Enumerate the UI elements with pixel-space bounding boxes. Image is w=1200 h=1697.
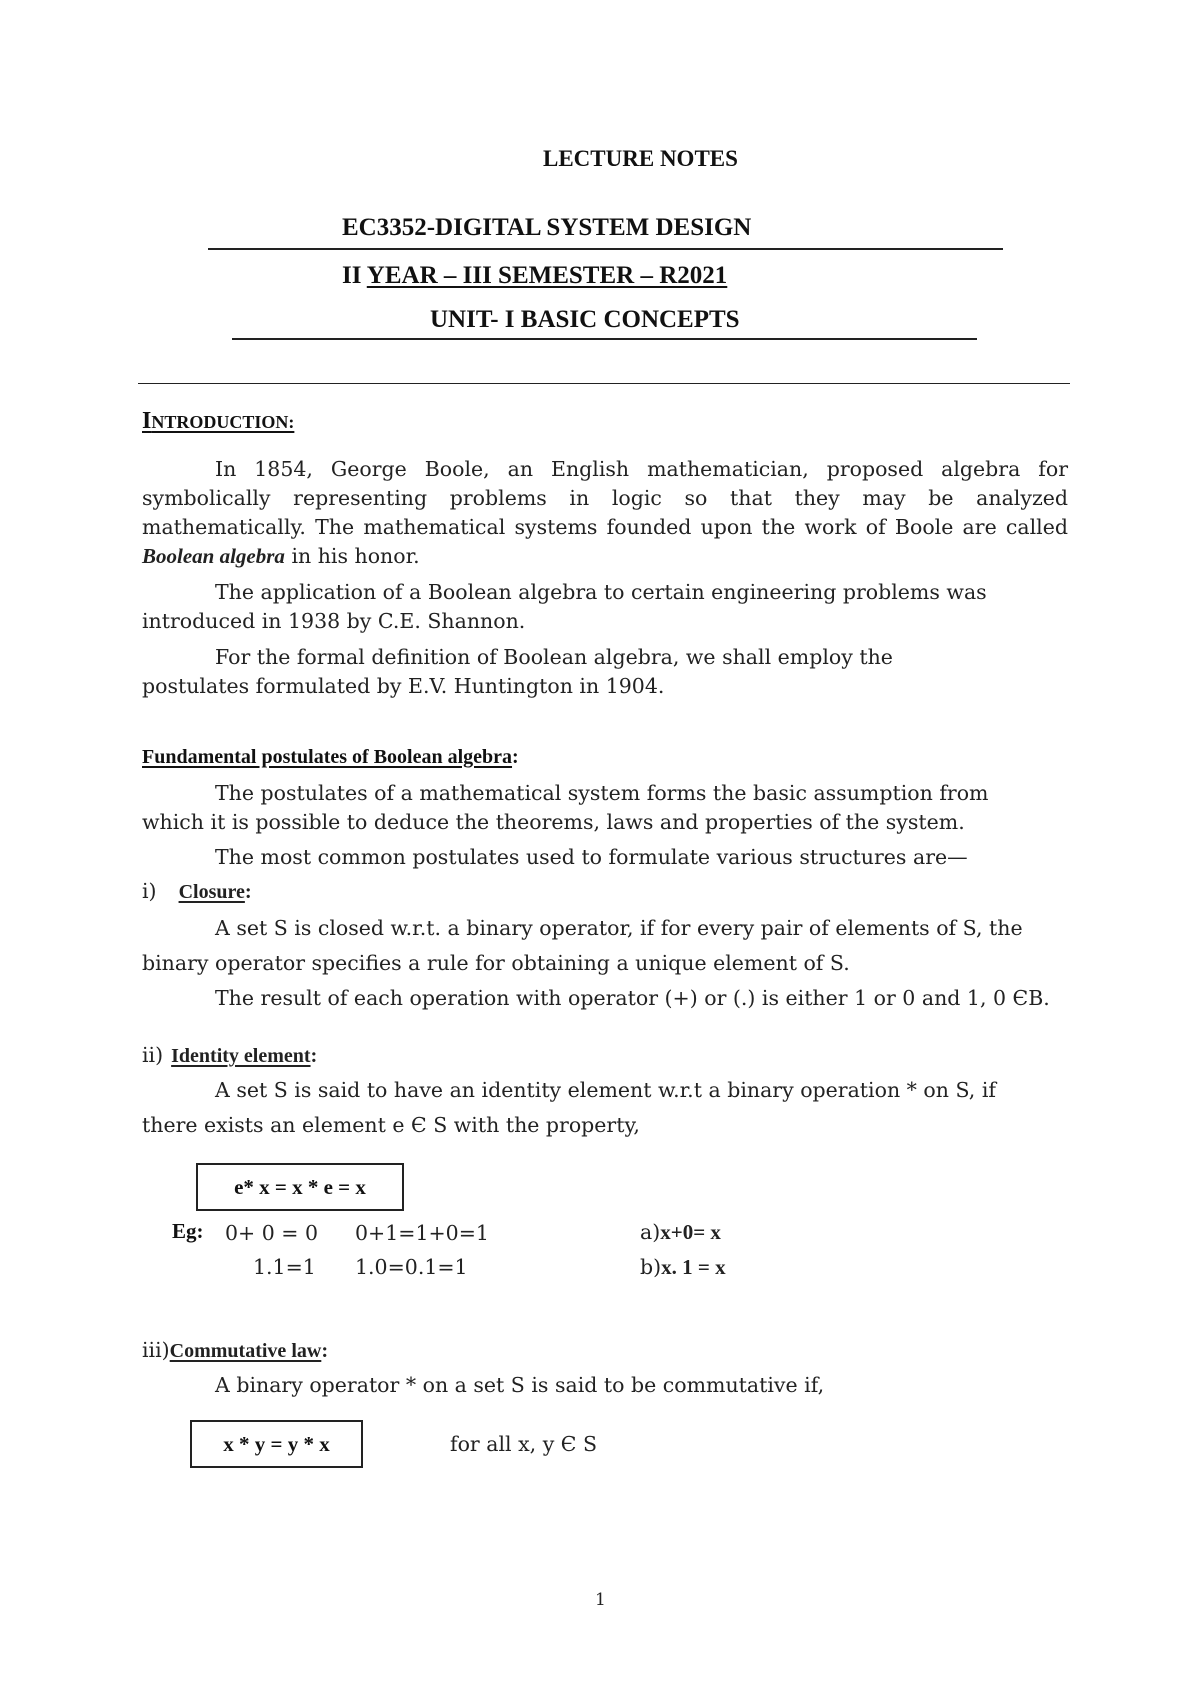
intro-p1-line4 xyxy=(142,542,420,571)
example-4: 1.0=0.1=1 xyxy=(355,1255,468,1279)
postulates-p1-line2: which it is possible to deduce the theorems, laws and properties of the system. xyxy=(142,810,965,834)
closure-line1: A set S is closed w.r.t. a binary operator, if for every pair of elements of S, the xyxy=(215,916,1023,940)
example-2: 0+1=1+0=1 xyxy=(355,1221,489,1245)
intro-p3-line2: postulates formulated by E.V. Huntington in 1904. xyxy=(142,674,665,698)
unit-title-underline xyxy=(232,338,977,340)
unit-title: UNIT- I BASIC CONCEPTS xyxy=(430,306,740,333)
closure-colon: : xyxy=(244,881,252,903)
identity-line1: A set S is said to have an identity element w.r.t a binary operation * on S, if xyxy=(215,1078,996,1102)
identity-rule-a xyxy=(640,1218,721,1247)
commutative-formula: x * y = y * x xyxy=(223,1431,330,1456)
course-title: EC3352-DIGITAL SYSTEM DESIGN xyxy=(342,214,752,241)
rule-a-label: a) xyxy=(640,1220,661,1244)
intro-p1-line1: In 1854, George Boole, an English mathematician, proposed algebra for xyxy=(215,457,1068,481)
identity-formula: e* x = x * e = x xyxy=(234,1174,366,1199)
postulates-heading xyxy=(142,744,519,769)
rule-a-formula: x+0= x xyxy=(660,1220,721,1244)
year-semester-text: YEAR – III SEMESTER – R2021 xyxy=(366,262,728,289)
introduction-heading xyxy=(142,408,294,435)
postulates-heading-text: Fundamental postulates of Boolean algebra xyxy=(142,746,513,768)
intro-p1-line3: mathematically. The mathematical systems founded upon the work of Boole are called xyxy=(142,515,1068,539)
closure-heading xyxy=(142,877,252,907)
course-title-underline xyxy=(208,248,1003,250)
document-title: LECTURE NOTES xyxy=(543,146,738,171)
commutative-heading xyxy=(142,1336,328,1366)
commutative-condition: for all x, y Є S xyxy=(450,1432,598,1456)
section-divider xyxy=(138,383,1070,384)
intro-p3-line1: For the formal definition of Boolean algebra, we shall employ the xyxy=(215,645,893,669)
commutative-line1: A binary operator * on a set S is said to be commutative if, xyxy=(215,1373,825,1397)
intro-p2-line1: The application of a Boolean algebra to certain engineering problems was xyxy=(215,580,987,604)
identity-line2: there exists an element e Є S with the property, xyxy=(142,1113,640,1137)
boolean-algebra-term: Boolean algebra xyxy=(142,544,285,568)
closure-numeral: i) xyxy=(142,879,157,903)
closure-line3: The result of each operation with operator (+) or (.) is either 1 or 0 and 1, 0 ЄB. xyxy=(215,986,1050,1010)
closure-title: Closure xyxy=(178,881,245,903)
identity-colon: : xyxy=(310,1045,318,1067)
identity-formula-box xyxy=(196,1163,404,1211)
intro-p2-line2: introduced in 1938 by C.E. Shannon. xyxy=(142,609,526,633)
commutative-formula-box xyxy=(190,1420,363,1468)
identity-rule-b xyxy=(640,1253,726,1282)
example-label: Eg: xyxy=(172,1219,204,1243)
identity-title: Identity element xyxy=(171,1045,311,1067)
closure-line2: binary operator specifies a rule for obtaining a unique element of S. xyxy=(142,951,850,975)
intro-heading-rest: NTRODUCTION: xyxy=(151,412,295,432)
intro-heading-initial: I xyxy=(142,408,152,434)
commutative-numeral: iii) xyxy=(142,1338,170,1362)
intro-p1-line2: symbolically representing problems in logic so that they may be analyzed xyxy=(142,486,1068,510)
example-1: 0+ 0 = 0 xyxy=(225,1221,319,1245)
rule-b-formula: x. 1 = x xyxy=(661,1255,726,1279)
year-prefix: II xyxy=(342,262,367,289)
rule-b-label: b) xyxy=(640,1255,662,1279)
commutative-colon: : xyxy=(321,1340,329,1362)
identity-heading xyxy=(142,1041,317,1071)
postulates-p1-line1: The postulates of a mathematical system forms the basic assumption from xyxy=(215,781,989,805)
page-number: 1 xyxy=(595,1590,606,1610)
postulates-p2-line1: The most common postulates used to formulate various structures are— xyxy=(215,845,968,869)
postulates-heading-colon: : xyxy=(512,746,519,768)
identity-numeral: ii) xyxy=(142,1043,164,1067)
year-semester-line xyxy=(342,262,727,290)
example-3: 1.1=1 xyxy=(253,1255,316,1279)
intro-p1-line4-rest: in his honor. xyxy=(284,544,420,568)
commutative-title: Commutative law xyxy=(169,1340,322,1362)
